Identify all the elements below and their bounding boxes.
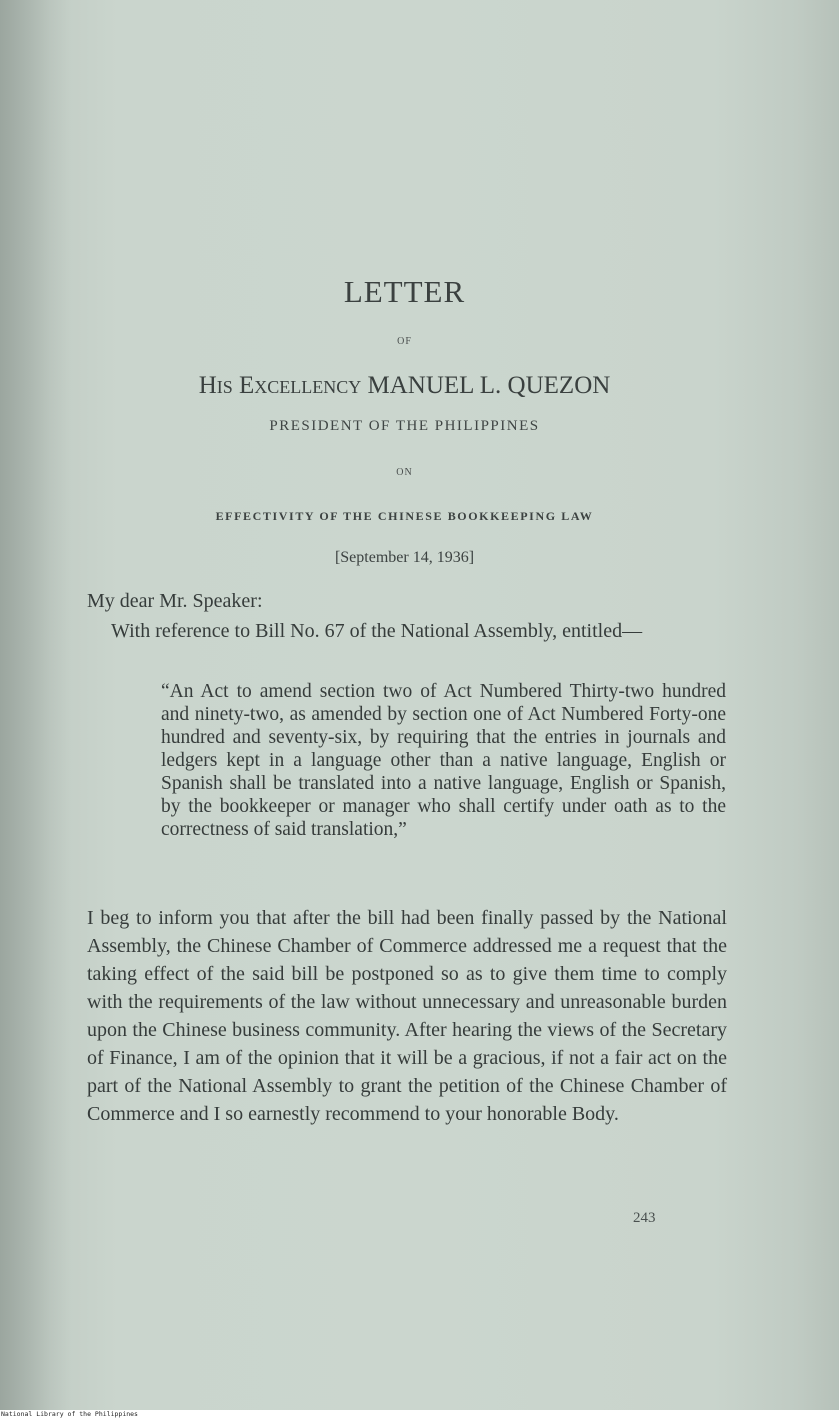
author-prefix: His Excellency: [198, 372, 362, 399]
author-name: MANUEL L. QUEZON: [367, 372, 611, 399]
paragraph-1: With reference to Bill No. 67 of the National Assembly, entitled—: [111, 620, 643, 642]
salutation: My dear Mr. Speaker:: [87, 590, 263, 612]
bill-title-quote: “An Act to amend section two of Act Numbered Thirty-two hundred and ninety-two, as amended by section one of Act Numbered Forty-one hundred and seventy-six, by requiring that the entries in journals and ledgers kept in a language other than a native language, English or Spanish shall be translated into a native language, English or Spanish, by the bookkeeper or manager who shall certify under oath as to the correctness of said translation,”: [161, 681, 726, 840]
page-number: 243: [633, 1210, 656, 1226]
author-line: [0, 372, 809, 400]
paragraph-2: I beg to inform you that after the bill had been finally passed by the National Assembly, the Chinese Chamber of Commerce addressed me a request that the taking effect of the said bill be postponed so as to give them time to comply with the requirements of the law without unnecessary and unreasonable burden upon the Chinese business community. After hearing the views of the Secretary of Finance, I am of the opinion that it will be a gracious, if not a fair act on the part of the National Assembly to grant the petition of the Chinese Chamber of Commerce and I so earnestly recommend to your honorable Body.: [87, 907, 727, 1125]
letter-date: [September 14, 1936]: [334, 549, 475, 566]
letter-title: LETTER: [343, 274, 466, 309]
author-position: PRESIDENT OF THE PHILIPPINES: [269, 418, 540, 434]
on-label: ON: [396, 467, 413, 478]
of-label: OF: [397, 336, 412, 347]
letter-subject: EFFECTIVITY OF THE CHINESE BOOKKEEPING LAW: [215, 509, 594, 523]
page-gutter-shadow: [0, 0, 70, 1410]
footer-credit: National Library of the Philippines: [1, 1410, 138, 1418]
